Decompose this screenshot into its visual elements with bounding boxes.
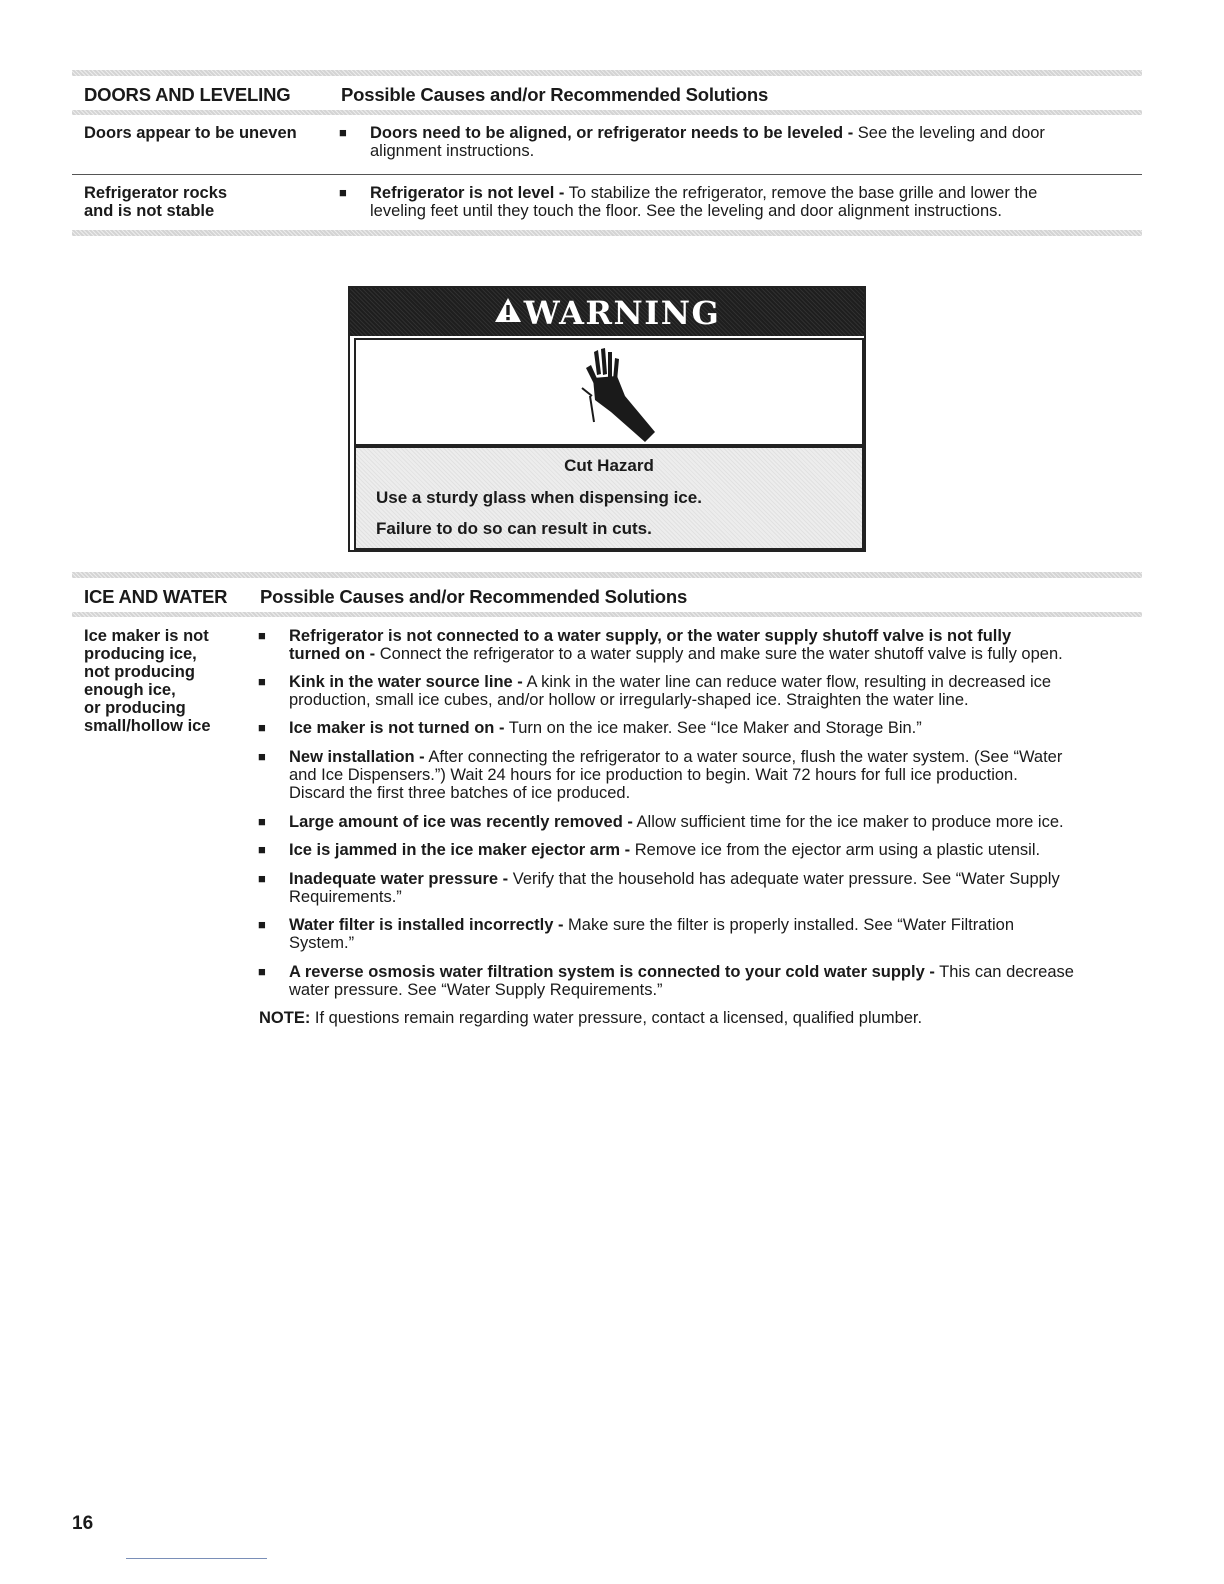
solution-item: ■ Ice maker is not turned on - Turn on the ice maker. See “Ice Maker and Storage Bin.”	[258, 719, 922, 737]
note-text: If questions remain regarding water pressure, contact a licensed, qualified plumber.	[310, 1009, 923, 1027]
bullet-icon: ■	[258, 871, 266, 886]
bullet-icon: ■	[258, 842, 266, 857]
solution-list	[339, 184, 1130, 220]
warning-box	[348, 286, 866, 552]
solution-item: ■ New installation - After connecting the refrigerator to a water source, flush the water system. (See “Water and Ice Dispensers.”) Wait 24 hours for ice production to begin. Wait 72 hours for full ice production. Discard the first three batches of ice produced.	[258, 748, 1063, 802]
solution-item: ■ A reverse osmosis water filtration system is connected to your cold water supply - This can decrease water pressure. See “Water Supply Requirements.”	[258, 963, 1074, 999]
ice-row	[72, 627, 1142, 1007]
warning-line-2: Failure to do so can result in cuts.	[376, 519, 652, 538]
solution-list	[339, 124, 1130, 160]
ice-header-solutions: Possible Causes and/or Recommended Solutions	[260, 586, 688, 607]
warning-line-1: Use a sturdy glass when dispensing ice.	[376, 488, 702, 507]
ice-header-title: ICE AND WATER	[84, 586, 228, 607]
solution-item: ■ Inadequate water pressure - Verify that the household has adequate water pressure. See “Water Supply Requirements.”	[258, 870, 1060, 906]
solution-item: ■ Refrigerator is not connected to a water supply, or the water supply shutoff valve is not fully turned on - Connect the refrigerator to a water supply and make sure the water shutoff valve is fully open.	[258, 627, 1063, 663]
warning-title: WARNING	[523, 294, 721, 332]
note-label: NOTE:	[259, 1009, 311, 1027]
footer-line	[126, 1558, 267, 1559]
problem-label: Refrigerator rocks and is not stable	[84, 184, 228, 220]
row-divider	[72, 174, 1142, 175]
bullet-icon: ■	[258, 964, 266, 979]
solution-item: ■ Refrigerator is not level - To stabilize the refrigerator, remove the base grille and lower the leveling feet until they touch the floor. See the leveling and door alignment instructions.	[339, 184, 1038, 220]
doors-section-end-band	[72, 230, 1142, 236]
page-number: 16	[72, 1513, 94, 1534]
doors-row-2	[72, 184, 1142, 228]
doors-header-solutions: Possible Causes and/or Recommended Solutions	[341, 84, 769, 105]
ice-header-band-bottom	[72, 612, 1142, 617]
bullet-icon: ■	[339, 185, 347, 200]
solution-item: ■ Large amount of ice was recently removed - Allow sufficient time for the ice maker to produce more ice.	[258, 813, 1064, 831]
warning-triangle-icon	[494, 297, 522, 328]
problem-label: Doors appear to be uneven	[84, 124, 297, 142]
bullet-icon: ■	[339, 125, 347, 140]
bullet-icon: ■	[258, 720, 266, 735]
problem-label: Ice maker is not producing ice, not producing enough ice, or producing small/hollow ice	[84, 627, 211, 735]
ice-header	[72, 578, 1142, 612]
solution-item: ■ Water filter is installed incorrectly - Make sure the filter is properly installed. See “Water Filtration System.”	[258, 916, 1015, 952]
solution-item: ■ Kink in the water source line - A kink in the water line can reduce water flow, resulting in decreased ice production, small ice cubes, and/or hollow or irregularly-shaped ice. Straighten the water line.	[258, 673, 1052, 709]
bullet-icon: ■	[258, 917, 266, 932]
doors-row-1	[72, 124, 1142, 168]
warning-header	[350, 288, 864, 336]
doors-header-band-bottom	[72, 110, 1142, 115]
hazard-title: Cut Hazard	[564, 456, 654, 475]
cut-hand-icon	[354, 338, 864, 446]
bullet-icon: ■	[258, 674, 266, 689]
warning-message	[354, 446, 864, 550]
solution-item: ■ Doors need to be aligned, or refrigerator needs to be leveled - See the leveling and door alignment instructions.	[339, 124, 1045, 160]
doors-header-title: DOORS AND LEVELING	[84, 84, 291, 105]
doors-header	[72, 76, 1142, 110]
bullet-icon: ■	[258, 628, 266, 643]
bullet-icon: ■	[258, 749, 266, 764]
note	[259, 1009, 922, 1028]
bullet-icon: ■	[258, 814, 266, 829]
solution-item: ■ Ice is jammed in the ice maker ejector arm - Remove ice from the ejector arm using a plastic utensil.	[258, 841, 1041, 859]
